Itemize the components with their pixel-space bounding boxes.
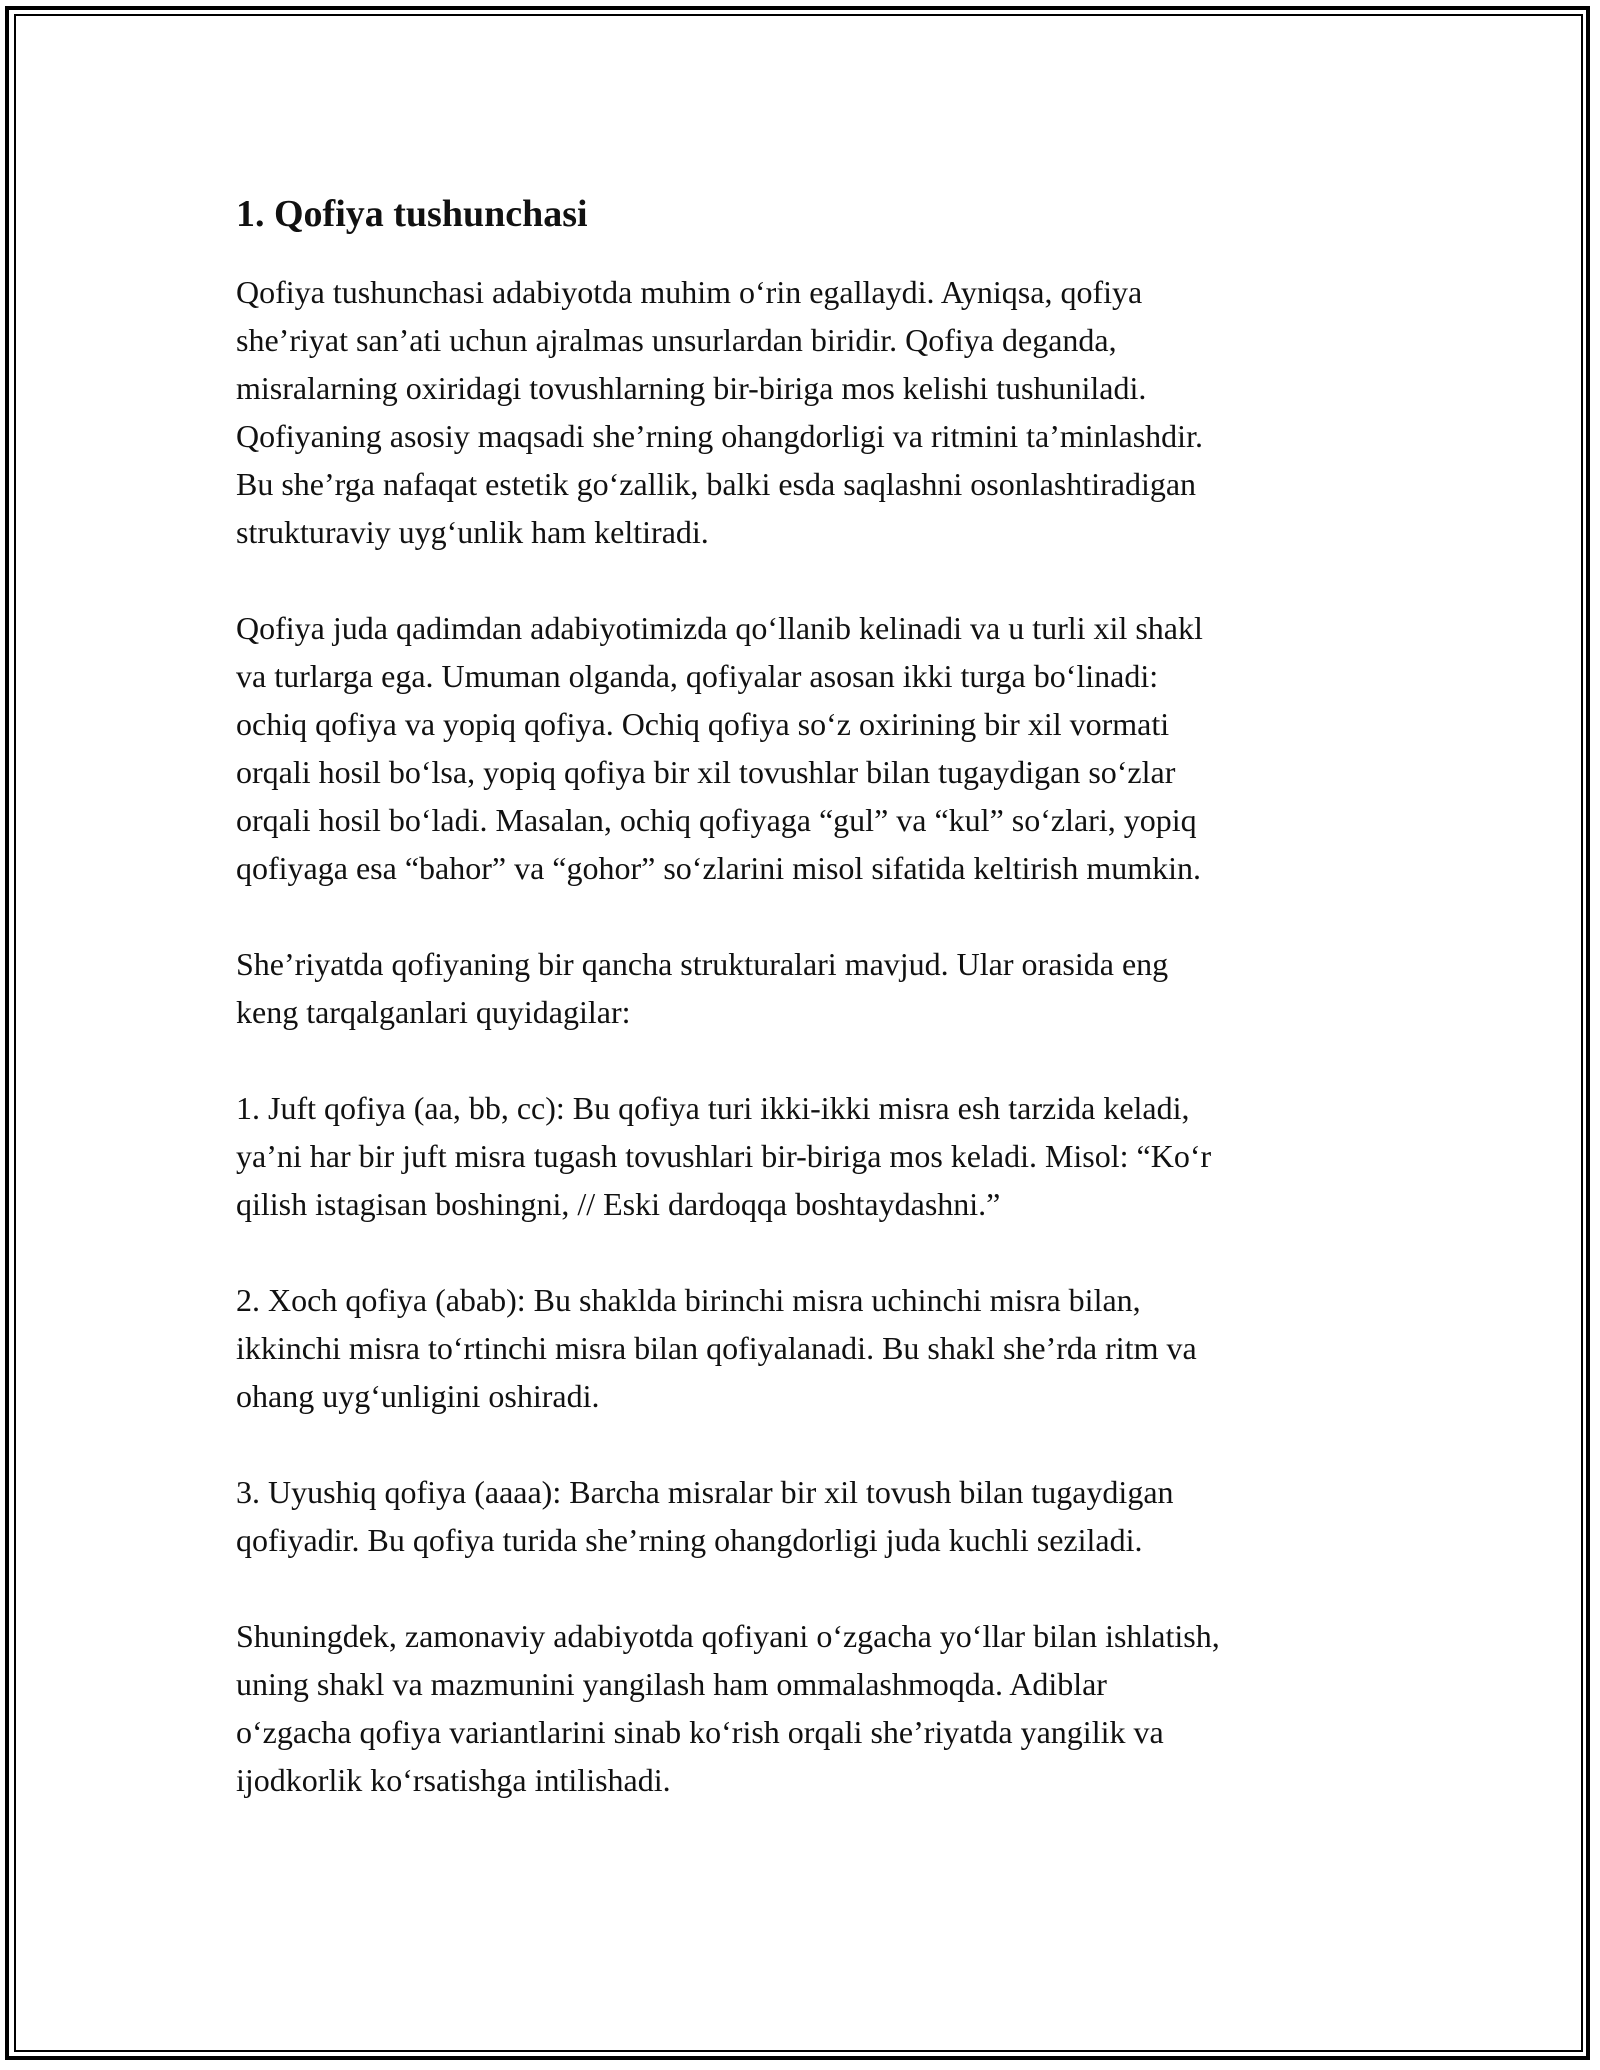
list-item-monorhyme: 3. Uyushiq qofiya (aaaa): Barcha misralar bir xil tovush bilan tugaydigan qofiyadir. Bu qofiya turida she’rning ohangdorligi juda kuchli seziladi. xyxy=(236,1474,1174,1558)
paragraph-rhyme-types: Qofiya juda qadimdan adabiyotimizda qo‘llanib kelinadi va u turli xil shakl va turlarga ega. Umuman olganda, qofiyalar asosan ikki turga bo‘linadi: ochiq qofiya va yopiq qofiya. Ochiq qofiya so‘z oxirining bir xil vormati orqali hosil bo‘lsa, yopiq qofiya bir xil tovushlar bilan tugaydigan so‘zlar orqali hosil bo‘ladi. Masalan, ochiq qofiyaga “gul” va “kul” so‘zlari, yopiq qofiyaga esa “bahor” va “gohor” so‘zlarini misol sifatida keltirish mumkin. xyxy=(236,610,1203,886)
paragraph-intro: Qofiya tushunchasi adabiyotda muhim o‘rin egallaydi. Ayniqsa, qofiya she’riyat san’ati uchun ajralmas unsurlardan biridir. Qofiya deganda, misralarning oxiridagi tovushlarning bir-biriga mos kelishi tushuniladi. Qofiyaning asosiy maqsadi she’rning ohangdorligi va ritmini ta’minlashdir. Bu she’rga nafaqat estetik go‘zallik, balki esda saqlashni osonlashtiradigan strukturaviy uyg‘unlik ham keltiradi. xyxy=(236,274,1203,550)
document-body xyxy=(236,186,1416,1852)
paragraph-structures-intro: She’riyatda qofiyaning bir qancha strukturalari mavjud. Ular orasida eng keng tarqalganlari quyidagilar: xyxy=(236,946,1169,1030)
paragraph-conclusion: Shuningdek, zamonaviy adabiyotda qofiyani o‘zgacha yo‘llar bilan ishlatish, uning shakl va mazmunini yangilash ham ommalashmoqda. Adiblar o‘zgacha qofiya variantlarini sinab ko‘rish orqali she’riyatda yangilik va ijodkorlik ko‘rsatishga intilishadi. xyxy=(236,1618,1220,1798)
list-item-cross-rhyme: 2. Xoch qofiya (abab): Bu shaklda birinchi misra uchinchi misra bilan, ikkinchi misra to‘rtinchi misra bilan qofiyalanadi. Bu shakl she’rda ritm va ohang uyg‘unligini oshiradi. xyxy=(236,1282,1197,1414)
section-title: 1. Qofiya tushunchasi xyxy=(236,193,588,235)
list-item-couplet-rhyme: 1. Juft qofiya (aa, bb, cc): Bu qofiya turi ikki-ikki misra esh tarzida keladi, ya’ni har bir juft misra tugash tovushlari bir-biriga mos keladi. Misol: “Ko‘r qilish istagisan boshingni, // Eski dardoqqa boshtaydashni.” xyxy=(236,1090,1212,1222)
